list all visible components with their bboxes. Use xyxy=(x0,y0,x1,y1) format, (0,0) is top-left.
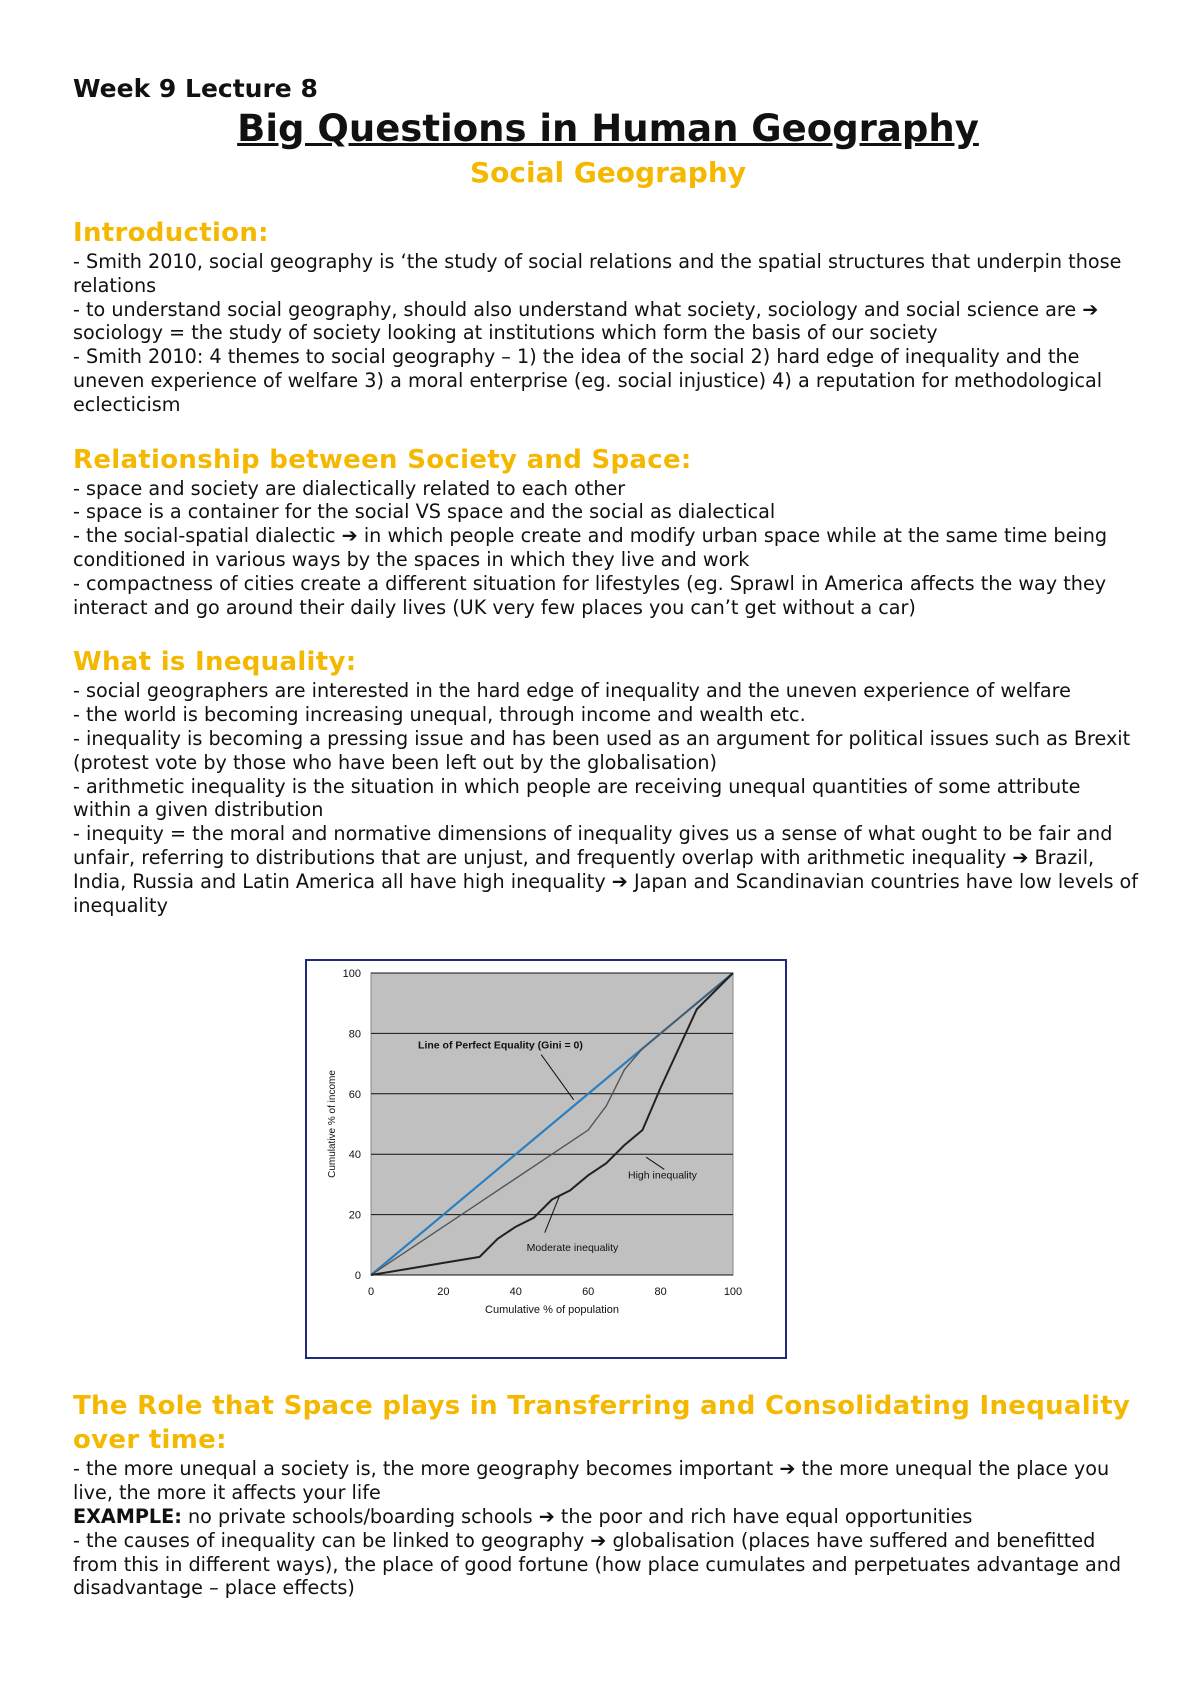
inequality-line: - inequity = the moral and normative dimensions of inequality gives us a sense of what ought to be fair and unfair, referring to distributions that are unjust, and frequently overlap with arithmetic inequality ➔ Brazil, India, Russia and Latin America all have high inequality ➔ Japan and Scandinavian countries have low levels of inequality xyxy=(73,822,1139,917)
y-tick-label: 0 xyxy=(354,1270,361,1283)
inequality-line: - the world is becoming increasing unequal, through income and wealth etc. xyxy=(73,703,806,727)
week-label: Week 9 Lecture 8 xyxy=(73,74,318,103)
x-tick-label: 40 xyxy=(509,1286,522,1299)
intro-line: - to understand social geography, should also understand what society, sociology and social science are ➔ sociology = the study of society looking at institutions which form the basis of our society xyxy=(73,297,1099,345)
y-tick-label: 100 xyxy=(342,968,361,981)
lorenz-curve-chart xyxy=(307,961,785,1357)
introduction-heading: Introduction: xyxy=(73,218,269,248)
inequality-heading: What is Inequality: xyxy=(73,647,357,678)
inequality-line: - arithmetic inequality is the situation in which people are receiving unequal quantities of some attribute within a given distribution xyxy=(73,774,1081,822)
introduction-section xyxy=(73,216,1143,417)
space-role-section xyxy=(73,1389,1143,1600)
y-tick-label: 60 xyxy=(348,1089,361,1102)
lorenz-curve-figure xyxy=(305,959,787,1359)
relationship-line: - the social-spatial dialectic ➔ in which people create and modify urban space while at the same time being conditioned in various ways by the spaces in which they live and work xyxy=(73,524,1108,571)
space-role-line: - the causes of inequality can be linked to geography ➔ globalisation (places have suffered and benefitted from this in different ways), the place of good fortune (how place cumulates and perpetuates advantage and disadvantage – place effects) xyxy=(73,1528,1122,1600)
high-inequality-annotation: High inequality xyxy=(628,1169,697,1182)
equality-annotation: Line of Perfect Equality (Gini = 0) xyxy=(418,1039,583,1052)
x-tick-label: 100 xyxy=(723,1286,743,1299)
example-text: no private schools/boarding schools ➔ the poor and rich have equal opportunities xyxy=(181,1504,973,1528)
relationship-line: - space is a container for the social VS space and the social as dialectical xyxy=(73,500,776,524)
example-line xyxy=(73,1505,1143,1529)
document-page xyxy=(73,72,1143,1600)
y-tick-label: 40 xyxy=(348,1149,361,1162)
y-tick-label: 20 xyxy=(348,1209,361,1222)
inequality-line: - social geographers are interested in the hard edge of inequality and the uneven experience of welfare xyxy=(73,679,1071,703)
y-axis-label: Cumulative % of income xyxy=(327,1070,338,1179)
x-axis-label: Cumulative % of population xyxy=(485,1304,619,1317)
relationship-line: - space and society are dialectically related to each other xyxy=(73,476,626,500)
x-tick-label: 20 xyxy=(437,1286,450,1299)
intro-line: - Smith 2010: 4 themes to social geography – 1) the idea of the social 2) hard edge of inequality and the uneven experience of welfare 3) a moral enterprise (eg. social injustice) 4) a reputation for methodological eclecticism xyxy=(73,345,1103,416)
document-title: Big Questions in Human Geography xyxy=(237,107,979,150)
moderate-inequality-annotation: Moderate inequality xyxy=(526,1242,619,1255)
inequality-line: - inequality is becoming a pressing issue and has been used as an argument for political issues such as Brexit (protest vote by those who have been left out by the globalisation) xyxy=(73,726,1131,774)
relationship-heading: Relationship between Society and Space: xyxy=(73,444,692,475)
x-tick-label: 80 xyxy=(654,1286,667,1299)
space-role-heading: The Role that Space plays in Transferring and Consolidating Inequality over time: xyxy=(73,1391,1131,1456)
relationship-line: - compactness of cities create a different situation for lifestyles (eg. Sprawl in America affects the way they interact and go around their daily lives (UK very few places you can’t get without a car) xyxy=(73,571,1107,619)
x-tick-label: 0 xyxy=(367,1286,375,1299)
document-subtitle: Social Geography xyxy=(469,156,747,189)
inequality-section xyxy=(73,645,1143,917)
example-label: EXAMPLE: xyxy=(73,1504,182,1528)
y-tick-label: 80 xyxy=(348,1028,361,1041)
x-tick-label: 60 xyxy=(582,1286,595,1299)
space-role-line: - the more unequal a society is, the more geography becomes important ➔ the more unequal the place you live, the more it affects your life xyxy=(73,1457,1110,1505)
relationship-section xyxy=(73,443,1143,620)
intro-line: - Smith 2010, social geography is ‘the study of social relations and the spatial structures that underpin those relations xyxy=(73,250,1122,297)
